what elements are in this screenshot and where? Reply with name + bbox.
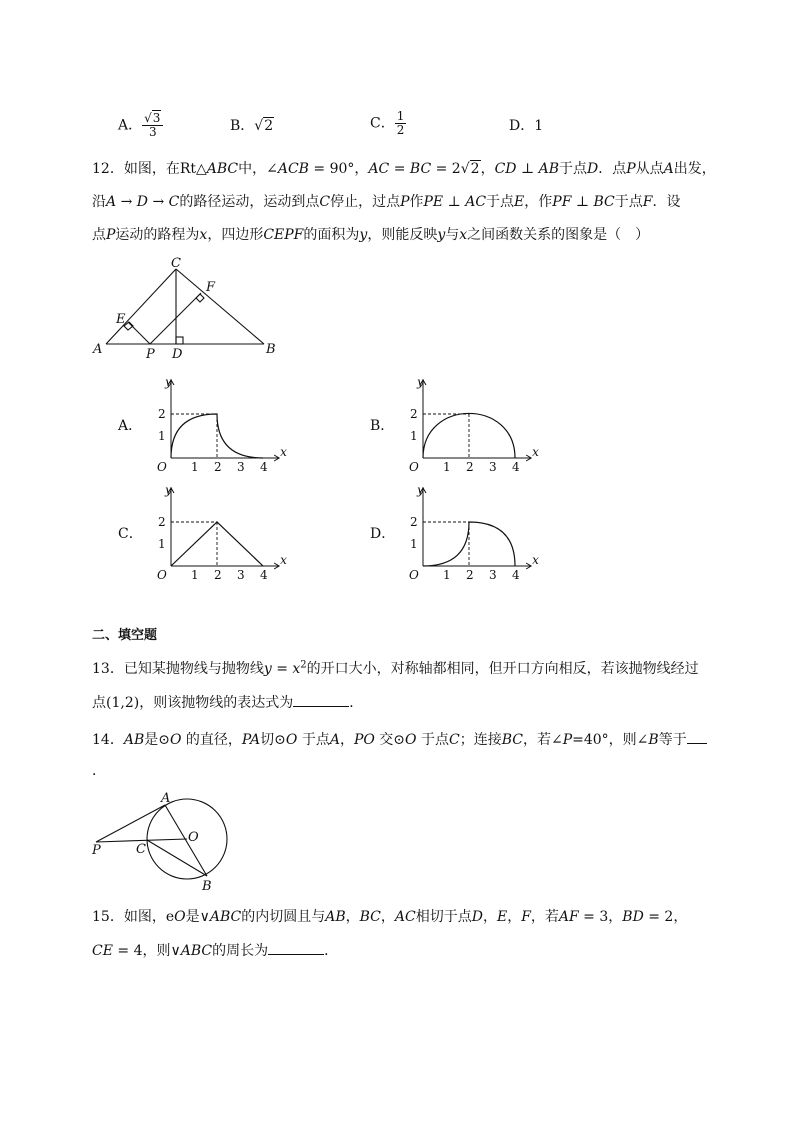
x-tick-label: 3 bbox=[237, 568, 245, 582]
q14-text: ；连接 bbox=[459, 732, 502, 748]
q13-line-1 bbox=[92, 658, 699, 678]
q11-option-c bbox=[370, 110, 406, 137]
q14-text: 切⊙ bbox=[260, 732, 286, 748]
x-axis-label: x bbox=[280, 445, 287, 459]
q12-text: x bbox=[199, 227, 208, 243]
q11-option-c-fraction bbox=[395, 110, 407, 137]
q15-text: AC bbox=[394, 909, 416, 925]
x-tick-label: 1 bbox=[191, 460, 199, 474]
q12-graph-option-label: D． bbox=[370, 526, 396, 542]
q15-text: D bbox=[471, 909, 483, 925]
q12-text: ．点 bbox=[598, 161, 627, 177]
q14-text: 于点 bbox=[416, 732, 449, 748]
q12-text: BC bbox=[409, 161, 432, 177]
q15-text: = 2， bbox=[643, 909, 688, 925]
q12-text: ．设 bbox=[652, 194, 681, 210]
q14-text: A bbox=[329, 732, 340, 748]
y-tick-label: 2 bbox=[410, 515, 418, 529]
q15-text: 的周长为 bbox=[212, 943, 269, 959]
q14-text: O bbox=[405, 732, 417, 748]
q12-text: E bbox=[514, 194, 525, 210]
q12-text: 作 bbox=[409, 194, 424, 210]
q11-option-c-label: C． bbox=[370, 115, 395, 132]
q14-text: C bbox=[448, 732, 460, 748]
q15-text: ABC bbox=[180, 943, 213, 959]
q15-text: O bbox=[174, 909, 186, 925]
q14-text: BC bbox=[501, 732, 523, 748]
y-tick-label: 2 bbox=[158, 515, 166, 529]
q12-text: ⊥ bbox=[443, 194, 466, 210]
q15-text: = 3， bbox=[578, 909, 623, 925]
q15-answer-blank[interactable] bbox=[268, 954, 324, 955]
label-p: P bbox=[92, 843, 101, 858]
q13-text: 13．已知某抛物线与抛物线 bbox=[92, 661, 264, 677]
origin-label: O bbox=[157, 460, 167, 474]
q12-graph-option-a[interactable] bbox=[128, 375, 287, 476]
q12-text: AB bbox=[538, 161, 559, 177]
segment-pa bbox=[96, 805, 165, 842]
y-tick-label: 1 bbox=[410, 429, 418, 443]
q14-text: =40°，则∠ bbox=[572, 732, 649, 748]
q15-line-2 bbox=[92, 940, 338, 960]
label-a: A bbox=[93, 342, 103, 357]
q12-text: 的面积为 bbox=[303, 227, 360, 243]
y-axis-label: y bbox=[417, 375, 424, 389]
q12-text: 之间函数关系的图象是（ ） bbox=[467, 227, 650, 243]
label-a: A bbox=[161, 791, 171, 806]
label-e: E bbox=[116, 312, 126, 327]
q15-text: AB bbox=[325, 909, 346, 925]
q12-graph-option-d[interactable] bbox=[380, 483, 539, 584]
q15-text: BD bbox=[622, 909, 644, 925]
q12-triangle-figure bbox=[88, 255, 288, 360]
q12-text: ⊥ bbox=[571, 194, 594, 210]
x-axis-label: x bbox=[532, 553, 539, 567]
q12-text: 与 bbox=[445, 227, 460, 243]
right-angle-d bbox=[176, 337, 183, 344]
q12-text: 运动的路程为 bbox=[115, 227, 200, 243]
q12-text: PF bbox=[552, 194, 572, 210]
q15-text: BC bbox=[359, 909, 381, 925]
q12-text: 中，∠ bbox=[238, 161, 278, 177]
q12-text: A bbox=[663, 161, 674, 177]
q12-graph-option-b[interactable] bbox=[380, 375, 539, 476]
q13-exponent: 2 bbox=[300, 659, 307, 671]
q15-text: ABC bbox=[209, 909, 242, 925]
q12-text: 的路径运动，运动到点 bbox=[179, 194, 320, 210]
q14-text: PO bbox=[353, 732, 375, 748]
x-tick-label: 4 bbox=[260, 460, 268, 474]
origin-label: O bbox=[409, 568, 419, 582]
q12-text: A bbox=[106, 194, 117, 210]
x-tick-label: 2 bbox=[466, 568, 474, 582]
q12-line-2 bbox=[92, 191, 680, 211]
q14-line-1 bbox=[92, 729, 707, 749]
q15-text: ， bbox=[380, 909, 395, 925]
origin-label: O bbox=[409, 460, 419, 474]
q13-text: = bbox=[271, 661, 293, 677]
q11-option-b-value: 2 bbox=[264, 118, 274, 134]
x-tick-label: 2 bbox=[214, 568, 222, 582]
q15-text: ， bbox=[482, 909, 497, 925]
q13-text: ． bbox=[349, 695, 364, 711]
q11-option-a bbox=[118, 112, 163, 139]
q14-text: ， bbox=[339, 732, 354, 748]
label-c: C bbox=[171, 256, 181, 271]
q11-option-b: B．√2 bbox=[230, 118, 274, 134]
q12-text: AC bbox=[368, 161, 390, 177]
q12-graph-option-label: C． bbox=[118, 526, 143, 542]
origin-label: O bbox=[157, 568, 167, 582]
q13-line-2 bbox=[92, 692, 363, 712]
q12-text: ，四边形 bbox=[207, 227, 264, 243]
x-tick-label: 2 bbox=[466, 460, 474, 474]
q12-text: 沿 bbox=[92, 194, 106, 210]
q15-text: F bbox=[521, 909, 531, 925]
y-tick-label: 2 bbox=[158, 407, 166, 421]
q14-text: 交⊙ bbox=[374, 732, 406, 748]
label-p: P bbox=[146, 347, 155, 362]
x-tick-label: 2 bbox=[214, 460, 222, 474]
q12-text: = 2 bbox=[431, 161, 461, 177]
q12-text: C bbox=[319, 194, 331, 210]
q12-graph-option-label: A． bbox=[118, 418, 143, 434]
q12-text: 从点 bbox=[635, 161, 664, 177]
q11-option-a-numerator: 3 bbox=[152, 111, 161, 125]
q15-line-1 bbox=[92, 906, 687, 926]
q12-text: 停止，过点 bbox=[330, 194, 401, 210]
q13-text: 的开口大小，对称轴都相同，但开口方向相反，若该抛物线经过 bbox=[306, 661, 699, 677]
q14-text: ，若∠ bbox=[522, 732, 563, 748]
q15-text: 的内切圆且与 bbox=[241, 909, 326, 925]
q11-option-d: D．1 bbox=[509, 118, 544, 134]
q15-text: 15．如图，e bbox=[92, 909, 175, 925]
q15-text: 相切于点 bbox=[415, 909, 472, 925]
q12-text: CEPF bbox=[263, 227, 304, 243]
label-b: B bbox=[266, 342, 276, 357]
q15-text: 是∨ bbox=[185, 909, 210, 925]
y-tick-label: 1 bbox=[410, 537, 418, 551]
q15-text: ， bbox=[507, 909, 522, 925]
x-tick-label: 1 bbox=[191, 568, 199, 582]
q14-text: O bbox=[169, 732, 182, 748]
q12-text: 于点 bbox=[558, 161, 587, 177]
y-tick-label: 1 bbox=[158, 537, 166, 551]
label-f: F bbox=[206, 280, 216, 295]
q12-text: P bbox=[626, 161, 636, 177]
label-o: O bbox=[188, 830, 199, 845]
q11-option-c-denominator: 2 bbox=[396, 123, 405, 137]
y-tick-label: 2 bbox=[410, 407, 418, 421]
q14-text: 等于 bbox=[658, 732, 687, 748]
q12-text: BC bbox=[593, 194, 615, 210]
x-tick-label: 3 bbox=[237, 460, 245, 474]
q12-text: 12．如图，在Rt△ bbox=[92, 161, 207, 177]
x-axis-label: x bbox=[280, 553, 287, 567]
q12-text: ⊥ bbox=[516, 161, 539, 177]
y-tick-label: 1 bbox=[158, 429, 166, 443]
q12-text: ，则能反映 bbox=[367, 227, 438, 243]
q13-text: 点(1,2)，则该抛物线的表达式为 bbox=[92, 695, 294, 711]
q12-text: C bbox=[168, 194, 180, 210]
q12-text: ，作 bbox=[524, 194, 553, 210]
q13-answer-blank[interactable] bbox=[293, 706, 349, 707]
x-tick-label: 4 bbox=[260, 568, 268, 582]
q11-option-b-label: B． bbox=[230, 118, 255, 134]
q14-text: 是⊙ bbox=[144, 732, 170, 748]
segment-cb bbox=[147, 840, 207, 876]
q12-text: ACB bbox=[277, 161, 309, 177]
q12-text: 于点 bbox=[486, 194, 515, 210]
q15-text: ，若 bbox=[530, 909, 559, 925]
x-tick-label: 1 bbox=[443, 460, 451, 474]
q12-text: 点 bbox=[92, 227, 106, 243]
q11-option-a-fraction: $\frac{√3}{3}$ bbox=[142, 112, 163, 139]
q12-text: y bbox=[359, 227, 368, 243]
q12-text: CD bbox=[494, 161, 517, 177]
q11-option-a-denominator: 3 bbox=[148, 125, 157, 139]
x-tick-label: 3 bbox=[489, 460, 497, 474]
q14-text: O bbox=[285, 732, 298, 748]
q15-text: E bbox=[496, 909, 508, 925]
q12-text: ， bbox=[480, 161, 495, 177]
q12-text: x bbox=[459, 227, 468, 243]
q12-text: PE bbox=[423, 194, 444, 210]
x-axis-label: x bbox=[532, 445, 539, 459]
q14-text: 的直径， bbox=[181, 732, 242, 748]
q12-text: 出发， bbox=[673, 161, 716, 177]
q12-graph-option-label: B． bbox=[370, 418, 395, 434]
q14-text: AB bbox=[123, 732, 145, 748]
q11-option-a-label: A． bbox=[118, 117, 143, 134]
section-title: 二、填空题 bbox=[92, 628, 158, 643]
q12-text: → bbox=[148, 194, 169, 210]
label-d: D bbox=[172, 347, 183, 362]
x-tick-label: 4 bbox=[512, 568, 520, 582]
y-axis-label: y bbox=[165, 483, 172, 497]
x-tick-label: 3 bbox=[489, 568, 497, 582]
q12-text: → bbox=[116, 194, 137, 210]
y-axis-label: y bbox=[165, 375, 172, 389]
q12-text: D bbox=[136, 194, 148, 210]
q14-line-2: ． bbox=[92, 763, 106, 779]
q12-text: y bbox=[437, 227, 446, 243]
q12-text: P bbox=[400, 194, 410, 210]
q12-text: AC bbox=[465, 194, 487, 210]
q12-text: ABC bbox=[206, 161, 239, 177]
q12-text: D bbox=[586, 161, 599, 177]
q14-text: 于点 bbox=[297, 732, 330, 748]
label-b: B bbox=[202, 879, 212, 894]
segment-ab bbox=[165, 805, 207, 876]
q12-text: 2 bbox=[470, 161, 480, 177]
q12-line-3 bbox=[92, 224, 649, 244]
q15-text: AF bbox=[558, 909, 579, 925]
q14-text: P bbox=[562, 732, 573, 748]
q14-answer-blank[interactable] bbox=[687, 743, 707, 744]
segment-ac bbox=[106, 269, 176, 344]
q15-text: CE bbox=[92, 943, 113, 959]
q12-text: = 90°， bbox=[308, 161, 369, 177]
q13-text: y bbox=[263, 661, 272, 677]
q12-text: F bbox=[642, 194, 653, 210]
q15-text: = 4，则∨ bbox=[112, 943, 181, 959]
segment-pe bbox=[128, 322, 150, 344]
q15-text: ． bbox=[324, 943, 339, 959]
label-c: C bbox=[136, 842, 146, 857]
right-angle-f bbox=[196, 294, 204, 302]
y-axis-label: y bbox=[417, 483, 424, 497]
x-tick-label: 4 bbox=[512, 460, 520, 474]
q12-text: P bbox=[106, 227, 116, 243]
q14-text: B bbox=[648, 732, 659, 748]
x-tick-label: 1 bbox=[443, 568, 451, 582]
q12-text: = bbox=[389, 161, 410, 177]
q14-circle-figure bbox=[88, 790, 238, 895]
q12-line-1: 12．如图，在Rt△ABC中，∠ACB = 90°，AC = BC = 2√2，CD ⊥ AB于点D．点P从点A出发， bbox=[92, 161, 716, 177]
q12-text: 于点 bbox=[614, 194, 643, 210]
q12-graph-option-c[interactable] bbox=[128, 483, 287, 584]
q13-text: x bbox=[292, 661, 301, 677]
segment-bc bbox=[176, 269, 264, 344]
q15-text: ， bbox=[345, 909, 360, 925]
q14-text: 14． bbox=[92, 732, 124, 748]
q11-option-c-numerator: 1 bbox=[396, 109, 405, 123]
q14-text: PA bbox=[241, 732, 261, 748]
